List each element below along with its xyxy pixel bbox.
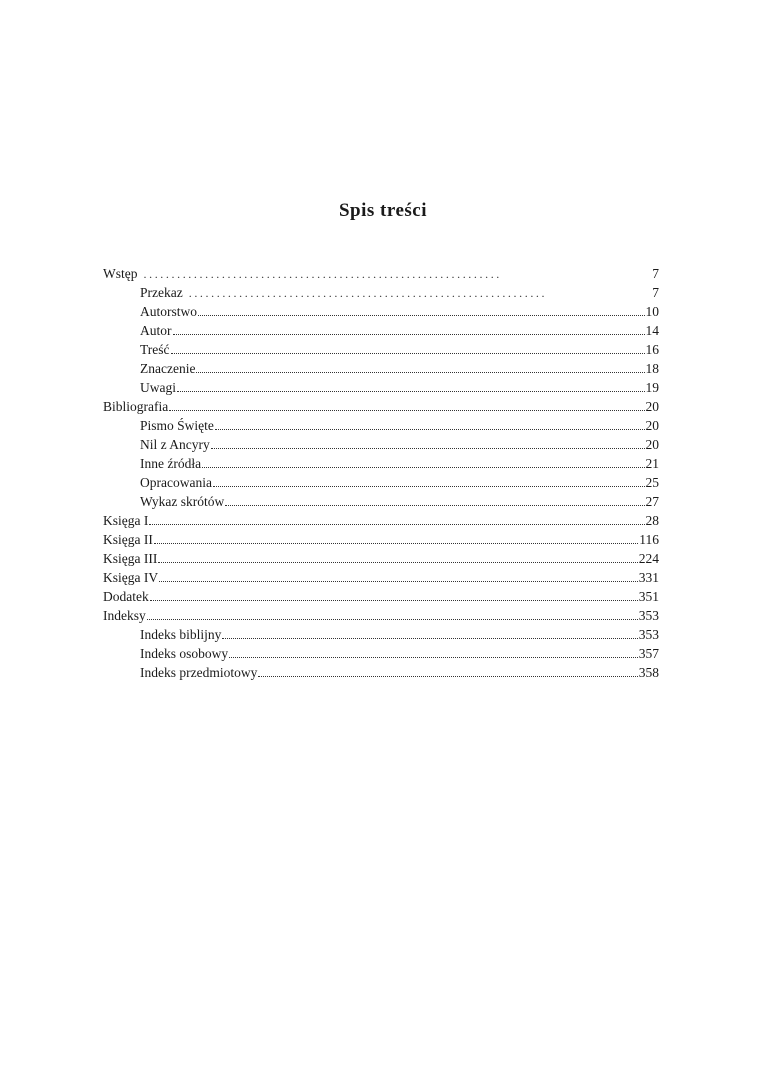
toc-entry-label: Wstęp [103, 266, 138, 281]
toc-entry-ksiega-3 [103, 549, 659, 568]
toc-entry-ksiega-1 [103, 511, 659, 530]
dot-leader [154, 530, 638, 544]
toc-entry-page: 20 [645, 399, 659, 414]
toc-entry-page: 351 [638, 589, 659, 604]
toc-entry-page: 20 [645, 418, 659, 433]
dot-leader: ................................................................ [188, 286, 548, 300]
toc-entry-dodatek [103, 587, 659, 606]
dot-leader [213, 473, 645, 487]
toc-entry-label: Księga I [103, 513, 149, 528]
dot-leader [215, 416, 645, 430]
toc-entry-page: 25 [645, 475, 659, 490]
table-of-contents [103, 264, 659, 682]
toc-entry-page: 116 [639, 532, 659, 547]
dot-leader [150, 587, 638, 601]
toc-entry-page: 7 [652, 266, 659, 281]
toc-entry-page: 14 [645, 323, 659, 338]
toc-entry-label: Indeks osobowy [140, 646, 229, 661]
page-title: Spis treści [338, 200, 427, 221]
toc-entry-page: 27 [645, 494, 659, 509]
dot-leader [211, 435, 645, 449]
dot-leader [258, 663, 637, 677]
toc-entry-indeks-osobowy [103, 644, 659, 663]
dot-leader [159, 568, 638, 582]
toc-entry-page: 18 [645, 361, 659, 376]
dot-leader [196, 359, 644, 373]
dot-leader [147, 606, 638, 620]
toc-entry-label: Księga IV [103, 570, 159, 585]
toc-entry-nil-z-ancyry [103, 435, 659, 454]
toc-entry-wstep [103, 264, 659, 283]
toc-entry-page: 353 [638, 627, 659, 642]
toc-entry-uwagi [103, 378, 659, 397]
toc-entry-label: Księga III [103, 551, 158, 566]
toc-entry-znaczenie [103, 359, 659, 378]
toc-entry-indeks-przedmiotowy [103, 663, 659, 682]
toc-entry-autorstwo [103, 302, 659, 321]
toc-entry-label: Dodatek [103, 589, 149, 604]
dot-leader [149, 511, 644, 525]
toc-entry-label: Księga II [103, 532, 153, 547]
toc-entry-ksiega-2 [103, 530, 659, 549]
toc-entry-page: 19 [645, 380, 659, 395]
toc-entry-label: Nil z Ancyry [140, 437, 210, 452]
toc-entry-label: Przekaz [140, 285, 183, 300]
dot-leader [169, 397, 644, 411]
toc-entry-label: Autorstwo [140, 304, 197, 319]
toc-entry-label: Pismo Święte [140, 418, 214, 433]
toc-entry-label: Inne źródła [140, 456, 202, 471]
toc-entry-bibliografia [103, 397, 659, 416]
dot-leader [158, 549, 637, 563]
toc-entry-wykaz-skrotow [103, 492, 659, 511]
toc-entry-page: 331 [638, 570, 659, 585]
toc-entry-pismo-swiete [103, 416, 659, 435]
toc-entry-page: 358 [638, 665, 659, 680]
toc-entry-page: 224 [638, 551, 659, 566]
dot-leader [229, 644, 638, 658]
toc-entry-page: 353 [638, 608, 659, 623]
toc-entry-indeks-biblijny [103, 625, 659, 644]
toc-entry-label: Indeks przedmiotowy [140, 665, 258, 680]
toc-entry-page: 357 [638, 646, 659, 661]
toc-entry-page: 7 [652, 285, 659, 300]
toc-entry-page: 28 [645, 513, 659, 528]
toc-entry-page: 21 [645, 456, 659, 471]
toc-entry-label: Indeksy [103, 608, 146, 623]
toc-entry-label: Uwagi [140, 380, 176, 395]
toc-entry-label: Znaczenie [140, 361, 196, 376]
toc-entry-page: 20 [645, 437, 659, 452]
toc-entry-label: Indeks biblijny [140, 627, 222, 642]
toc-entry-inne-zrodla [103, 454, 659, 473]
toc-entry-label: Treść [140, 342, 170, 357]
dot-leader [177, 378, 645, 392]
toc-entry-opracowania [103, 473, 659, 492]
toc-entry-label: Bibliografia [103, 399, 169, 414]
toc-entry-page: 10 [645, 304, 659, 319]
toc-entry-przekaz [103, 283, 659, 302]
dot-leader [198, 302, 645, 316]
toc-entry-ksiega-4 [103, 568, 659, 587]
dot-leader [222, 625, 637, 639]
toc-entry-page: 16 [645, 342, 659, 357]
dot-leader: ................................................................ [143, 267, 502, 281]
toc-entry-tresc [103, 340, 659, 359]
toc-entry-label: Autor [140, 323, 172, 338]
toc-entry-label: Wykaz skrótów [140, 494, 225, 509]
toc-entry-label: Opracowania [140, 475, 212, 490]
toc-entry-indeksy [103, 606, 659, 625]
toc-entry-autor [103, 321, 659, 340]
dot-leader [171, 340, 645, 354]
dot-leader [202, 454, 644, 468]
dot-leader [225, 492, 644, 506]
dot-leader [173, 321, 645, 335]
